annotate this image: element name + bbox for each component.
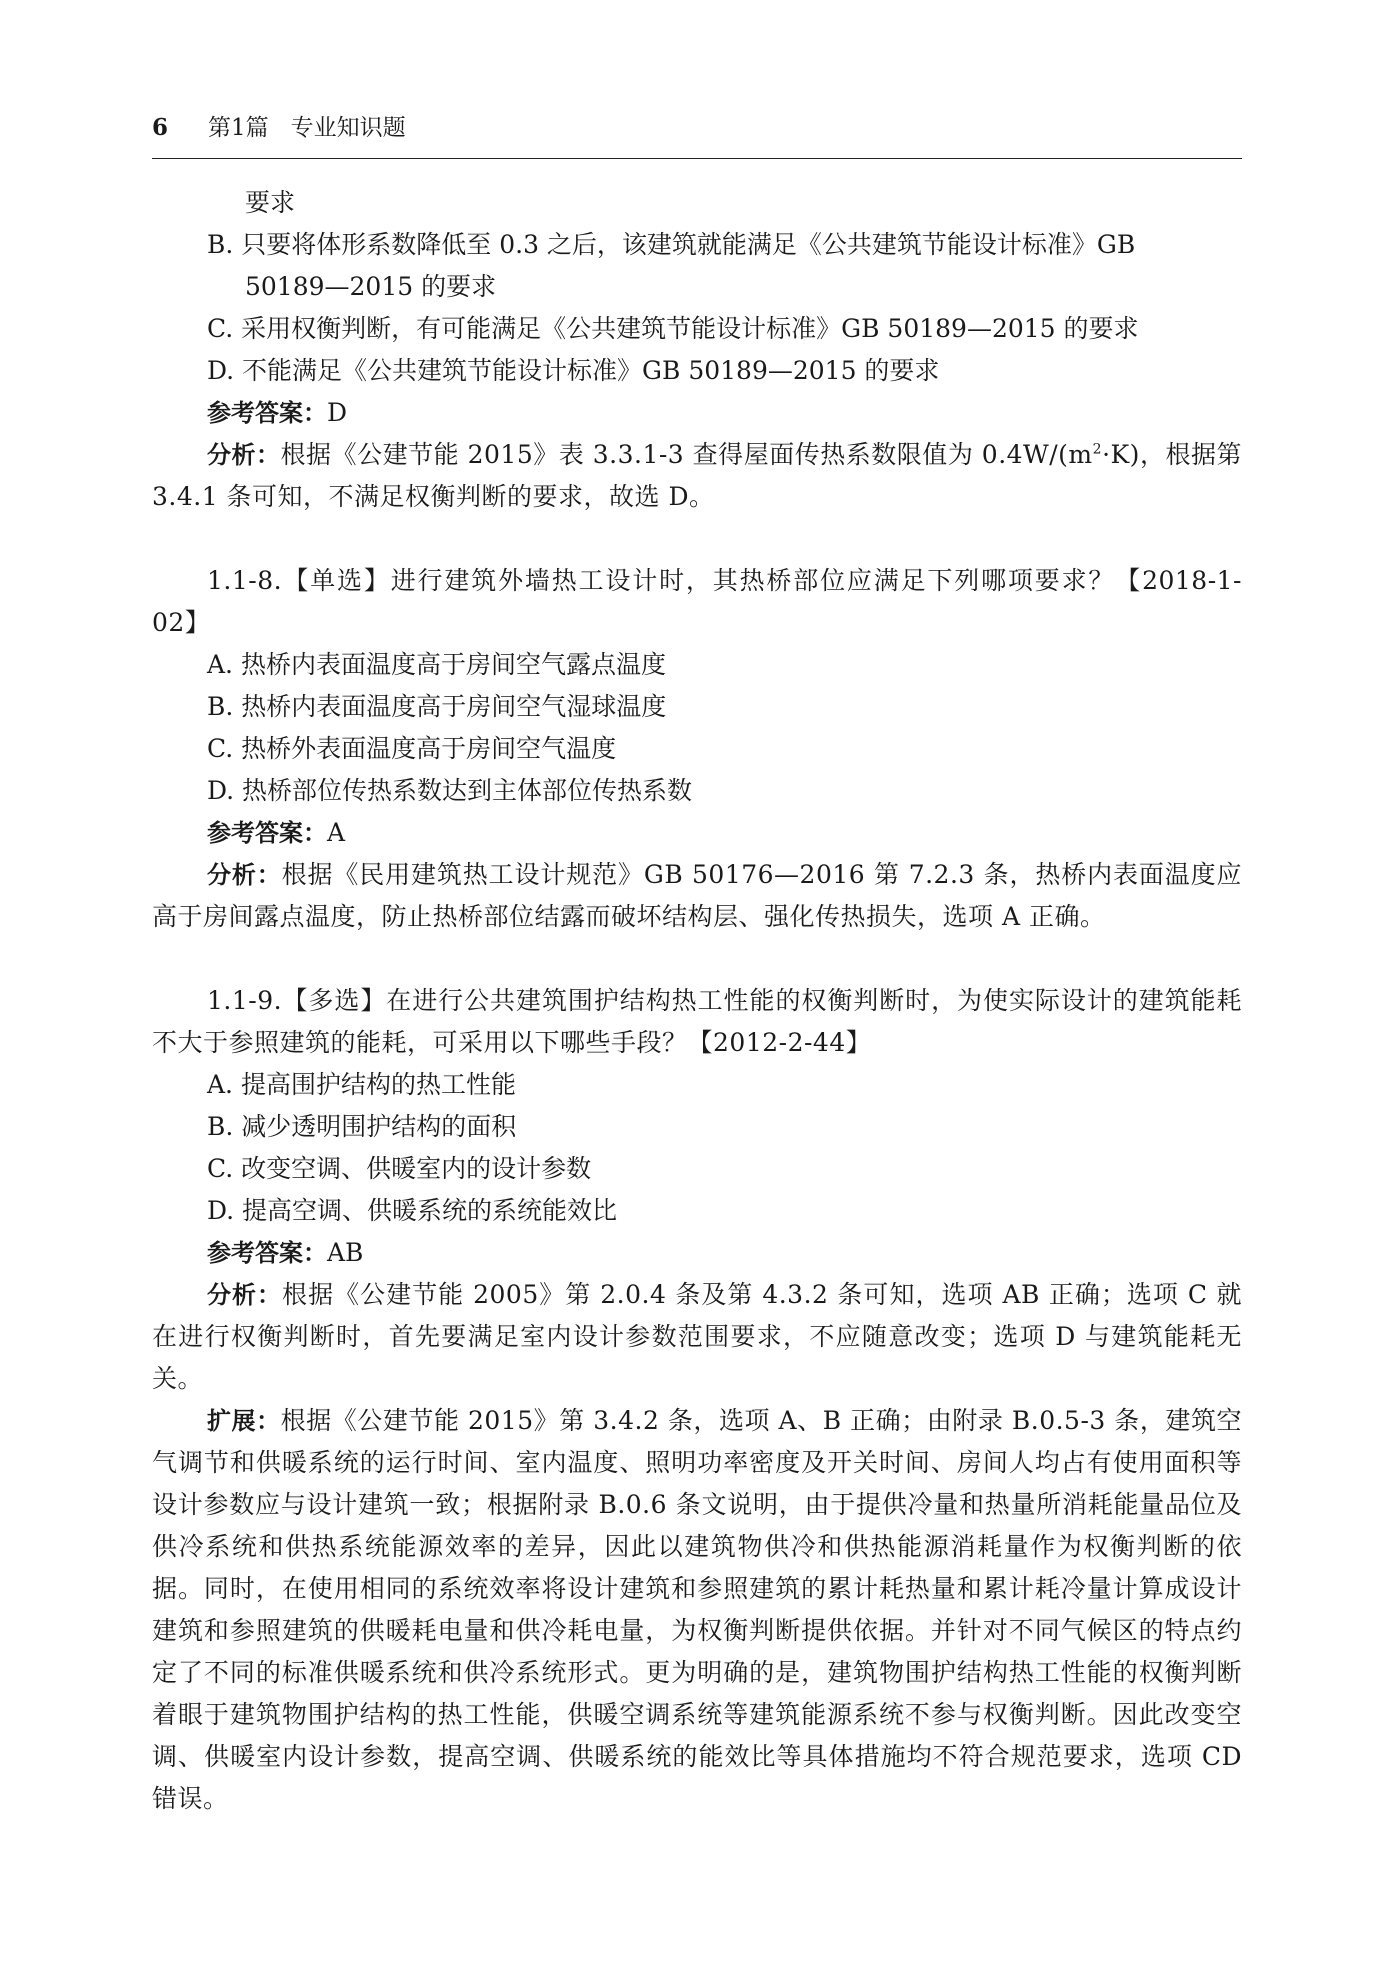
q9-option-d: D. 提高空调、供暖系统的系统能效比 xyxy=(207,1196,618,1225)
page-header xyxy=(152,112,1242,144)
q9-option-b: B. 减少透明围护结构的面积 xyxy=(207,1112,517,1141)
q7-option-c: C. 采用权衡判断，有可能满足《公共建筑节能设计标准》GB 50189—2015 的要求 xyxy=(207,314,1139,343)
q7-analysis xyxy=(152,434,1242,518)
analysis-text: 根据《民用建筑热工设计规范》GB 50176—2016 第 7.2.3 条，热桥内表面温度应高于房间露点温度，防止热桥部位结露而破坏结构层、强化传热损失，选项 A 正确。 xyxy=(152,860,1242,931)
answer-value: AB xyxy=(327,1238,364,1267)
answer-label: 参考答案： xyxy=(207,399,327,427)
q7-option-b-line1: B. 只要将体形系数降低至 0.3 之后，该建筑就能满足《公共建筑节能设计标准》GB xyxy=(207,230,1136,259)
q8-option-b: B. 热桥内表面温度高于房间空气湿球温度 xyxy=(207,692,667,721)
q7-option-a-tail: 要求 xyxy=(245,188,296,217)
answer-value: A xyxy=(327,818,346,847)
q7-answer xyxy=(152,392,1242,434)
analysis-text: 根据《公建节能 2005》第 2.0.4 条及第 4.3.2 条可知，选项 AB 正确；选项 C 就在进行权衡判断时，首先要满足室内设计参数范围要求，不应随意改变；选项 D 与建筑能耗无关。 xyxy=(152,1280,1242,1393)
q9-analysis xyxy=(152,1274,1242,1400)
extension-text: 根据《公建节能 2015》第 3.4.2 条，选项 A、B 正确；由附录 B.0.5-3 条，建筑空气调节和供暖系统的运行时间、室内温度、照明功率密度及开关时间、房间人均占有使用面积等设计参数应与设计建筑一致；根据附录 B.0.6 条文说明，由于提供冷量和热量所消耗能量品位及供冷系统和供热系统能源效率的差异，因此以建筑物供冷和供热能源消耗量作为权衡判断的依据。同时，在使用相同的系统效率将设计建筑和参照建筑的累计耗热量和累计耗冷量计算成设计建筑和参照建筑的供暖耗电量和供冷耗电量，为权衡判断提供依据。并针对不同气候区的特点约定了不同的标准供暖系统和供冷系统形式。更为明确的是，建筑物围护结构热工性能的权衡判断着眼于建筑物围护结构的热工性能，供暖空调系统等建筑能源系统不参与权衡判断。因此改变空调、供暖室内设计参数，提高空调、供暖系统的能效比等具体措施均不符合规范要求，选项 CD 错误。 xyxy=(152,1406,1242,1813)
answer-value: D xyxy=(327,398,348,427)
q7-option-b-line2: 50189—2015 的要求 xyxy=(245,272,497,301)
analysis-text-b: ·K)，根据第 3.4.1 条可知，不满足权衡判断的要求，故选 D。 xyxy=(152,440,1242,511)
analysis-label: 分析： xyxy=(207,861,282,889)
q8-answer xyxy=(152,812,1242,854)
q9-option-c: C. 改变空调、供暖室内的设计参数 xyxy=(207,1154,592,1183)
q9-extension xyxy=(152,1400,1242,1820)
q9-option-a: A. 提高围护结构的热工性能 xyxy=(207,1070,516,1099)
answer-label: 参考答案： xyxy=(207,1239,327,1267)
extension-label: 扩展： xyxy=(207,1407,281,1435)
q8-option-d: D. 热桥部位传热系数达到主体部位传热系数 xyxy=(207,776,693,805)
page-content xyxy=(152,182,1242,1820)
q9-answer xyxy=(152,1232,1242,1274)
q8-analysis xyxy=(152,854,1242,938)
q8-stem: 1.1-8.【单选】进行建筑外墙热工设计时，其热桥部位应满足下列哪项要求？【2018-1-02】 xyxy=(152,566,1242,637)
q8-option-a: A. 热桥内表面温度高于房间空气露点温度 xyxy=(207,650,666,679)
analysis-superscript: 2 xyxy=(1092,441,1103,458)
chapter-title: 专业知识题 xyxy=(290,115,406,141)
part-label: 第1篇 xyxy=(208,115,269,141)
q8-option-c: C. 热桥外表面温度高于房间空气温度 xyxy=(207,734,617,763)
answer-label: 参考答案： xyxy=(207,819,327,847)
header-rule xyxy=(152,158,1242,159)
analysis-text-a: 根据《公建节能 2015》表 3.3.1-3 查得屋面传热系数限值为 0.4W/(m xyxy=(280,440,1093,469)
analysis-label: 分析： xyxy=(207,441,281,469)
analysis-label: 分析： xyxy=(207,1281,283,1309)
page-number: 6 xyxy=(152,114,169,141)
q7-option-d: D. 不能满足《公共建筑节能设计标准》GB 50189—2015 的要求 xyxy=(207,356,940,385)
q9-stem: 1.1-9.【多选】在进行公共建筑围护结构热工性能的权衡判断时，为使实际设计的建筑能耗不大于参照建筑的能耗，可采用以下哪些手段？【2012-2-44】 xyxy=(152,986,1242,1057)
